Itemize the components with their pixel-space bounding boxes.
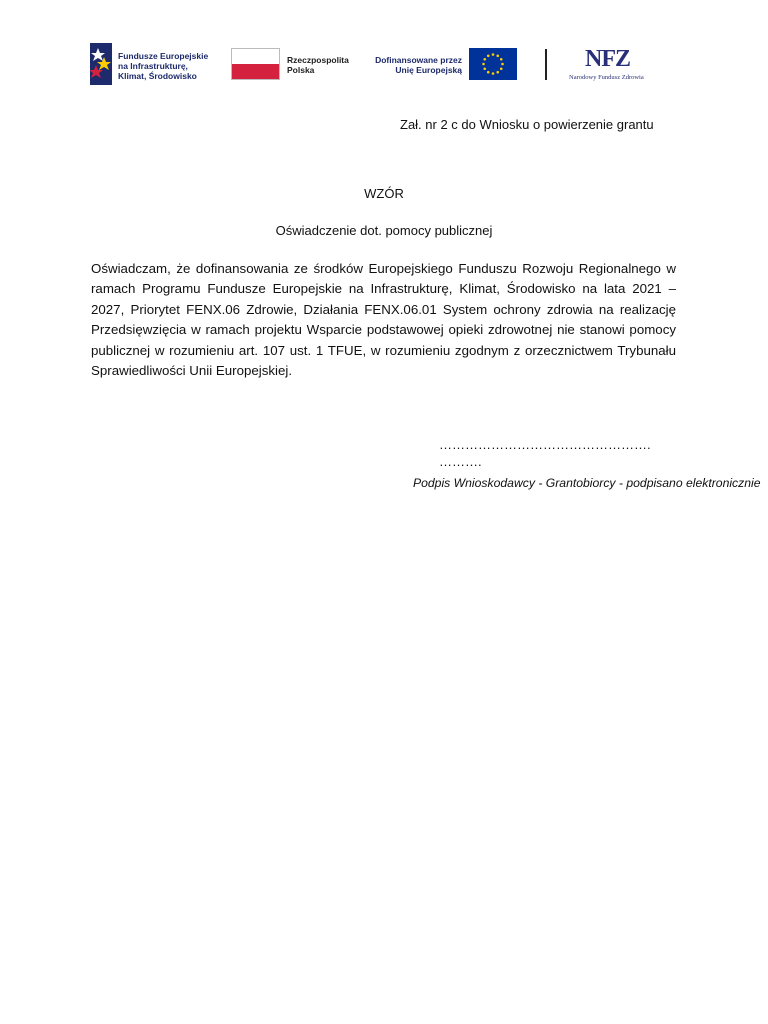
document-title: Oświadczenie dot. pomocy publicznej — [275, 223, 493, 238]
eu-star-icon — [487, 54, 490, 57]
rzeczpospolita-polska-logo — [231, 48, 361, 82]
signature-line-continued: ………. — [439, 454, 482, 469]
eu-star-icon — [492, 53, 495, 56]
eu-cofinanced-label — [370, 55, 462, 75]
nfz-wordmark: NFZ — [585, 46, 630, 72]
signature-line: …………………………………………. — [439, 437, 651, 452]
fe-label-line: na Infrastrukturę, — [118, 61, 188, 71]
eu-label-line: Unię Europejską — [395, 65, 462, 75]
fe-label-line: Klimat, Środowisko — [118, 71, 197, 81]
polish-flag-icon — [231, 48, 280, 80]
eu-star-icon — [500, 58, 503, 61]
eu-star-icon — [487, 71, 490, 74]
fundusze-europejskie-label — [118, 51, 208, 81]
fundusze-europejskie-logo — [90, 43, 220, 85]
eu-cofinanced-logo — [370, 48, 518, 82]
eu-star-icon — [496, 71, 499, 74]
annex-reference: Zał. nr 2 c do Wniosku o powierzenie grantu — [400, 117, 654, 132]
eu-star-icon — [483, 67, 486, 70]
eu-star-icon — [501, 63, 504, 66]
eu-star-icon — [496, 54, 499, 57]
eu-star-icon — [492, 72, 495, 75]
rp-label-line: Polska — [287, 65, 315, 75]
logo-divider — [545, 49, 547, 80]
eu-star-icon — [500, 67, 503, 70]
nfz-logo — [565, 46, 665, 86]
eu-star-icon — [482, 63, 485, 66]
signature-caption: Podpis Wnioskodawcy - Grantobiorcy - podpisano elektronicznie — [413, 476, 761, 490]
eu-flag-icon — [469, 48, 517, 80]
nfz-fullname: Narodowy Fundusz Zdrowia — [569, 74, 644, 81]
logo-bar — [90, 40, 670, 90]
eu-label-line: Dofinansowane przez — [375, 55, 462, 65]
fe-label-line: Fundusze Europejskie — [118, 51, 209, 61]
rzeczpospolita-label — [287, 55, 349, 75]
rp-label-line: Rzeczpospolita — [287, 55, 349, 65]
template-label: WZÓR — [364, 186, 404, 201]
declaration-body: Oświadczam, że dofinansowania ze środków Europejskiego Funduszu Rozwoju Regionalnego w ramach Programu Fundusze Europejskie na Infrastrukturę, Klimat, Środowisko na lata 2021 – 2027, Priorytet FENX.06 Zdrowie, Działania FENX.06.01 System ochrony zdrowia na realizację Przedsięwzięcia w ramach projektu Wsparcie podstawowej opieki zdrowotnej nie stanowi pomocy publicznej w rozumieniu art. 107 ust. 1 TFUE, w rozumieniu zgodnym z orzecznictwem Trybunału Sprawiedliwości Unii Europejskiej. — [91, 261, 676, 379]
eu-star-icon — [483, 58, 486, 61]
fundusze-europejskie-icon — [90, 43, 114, 85]
